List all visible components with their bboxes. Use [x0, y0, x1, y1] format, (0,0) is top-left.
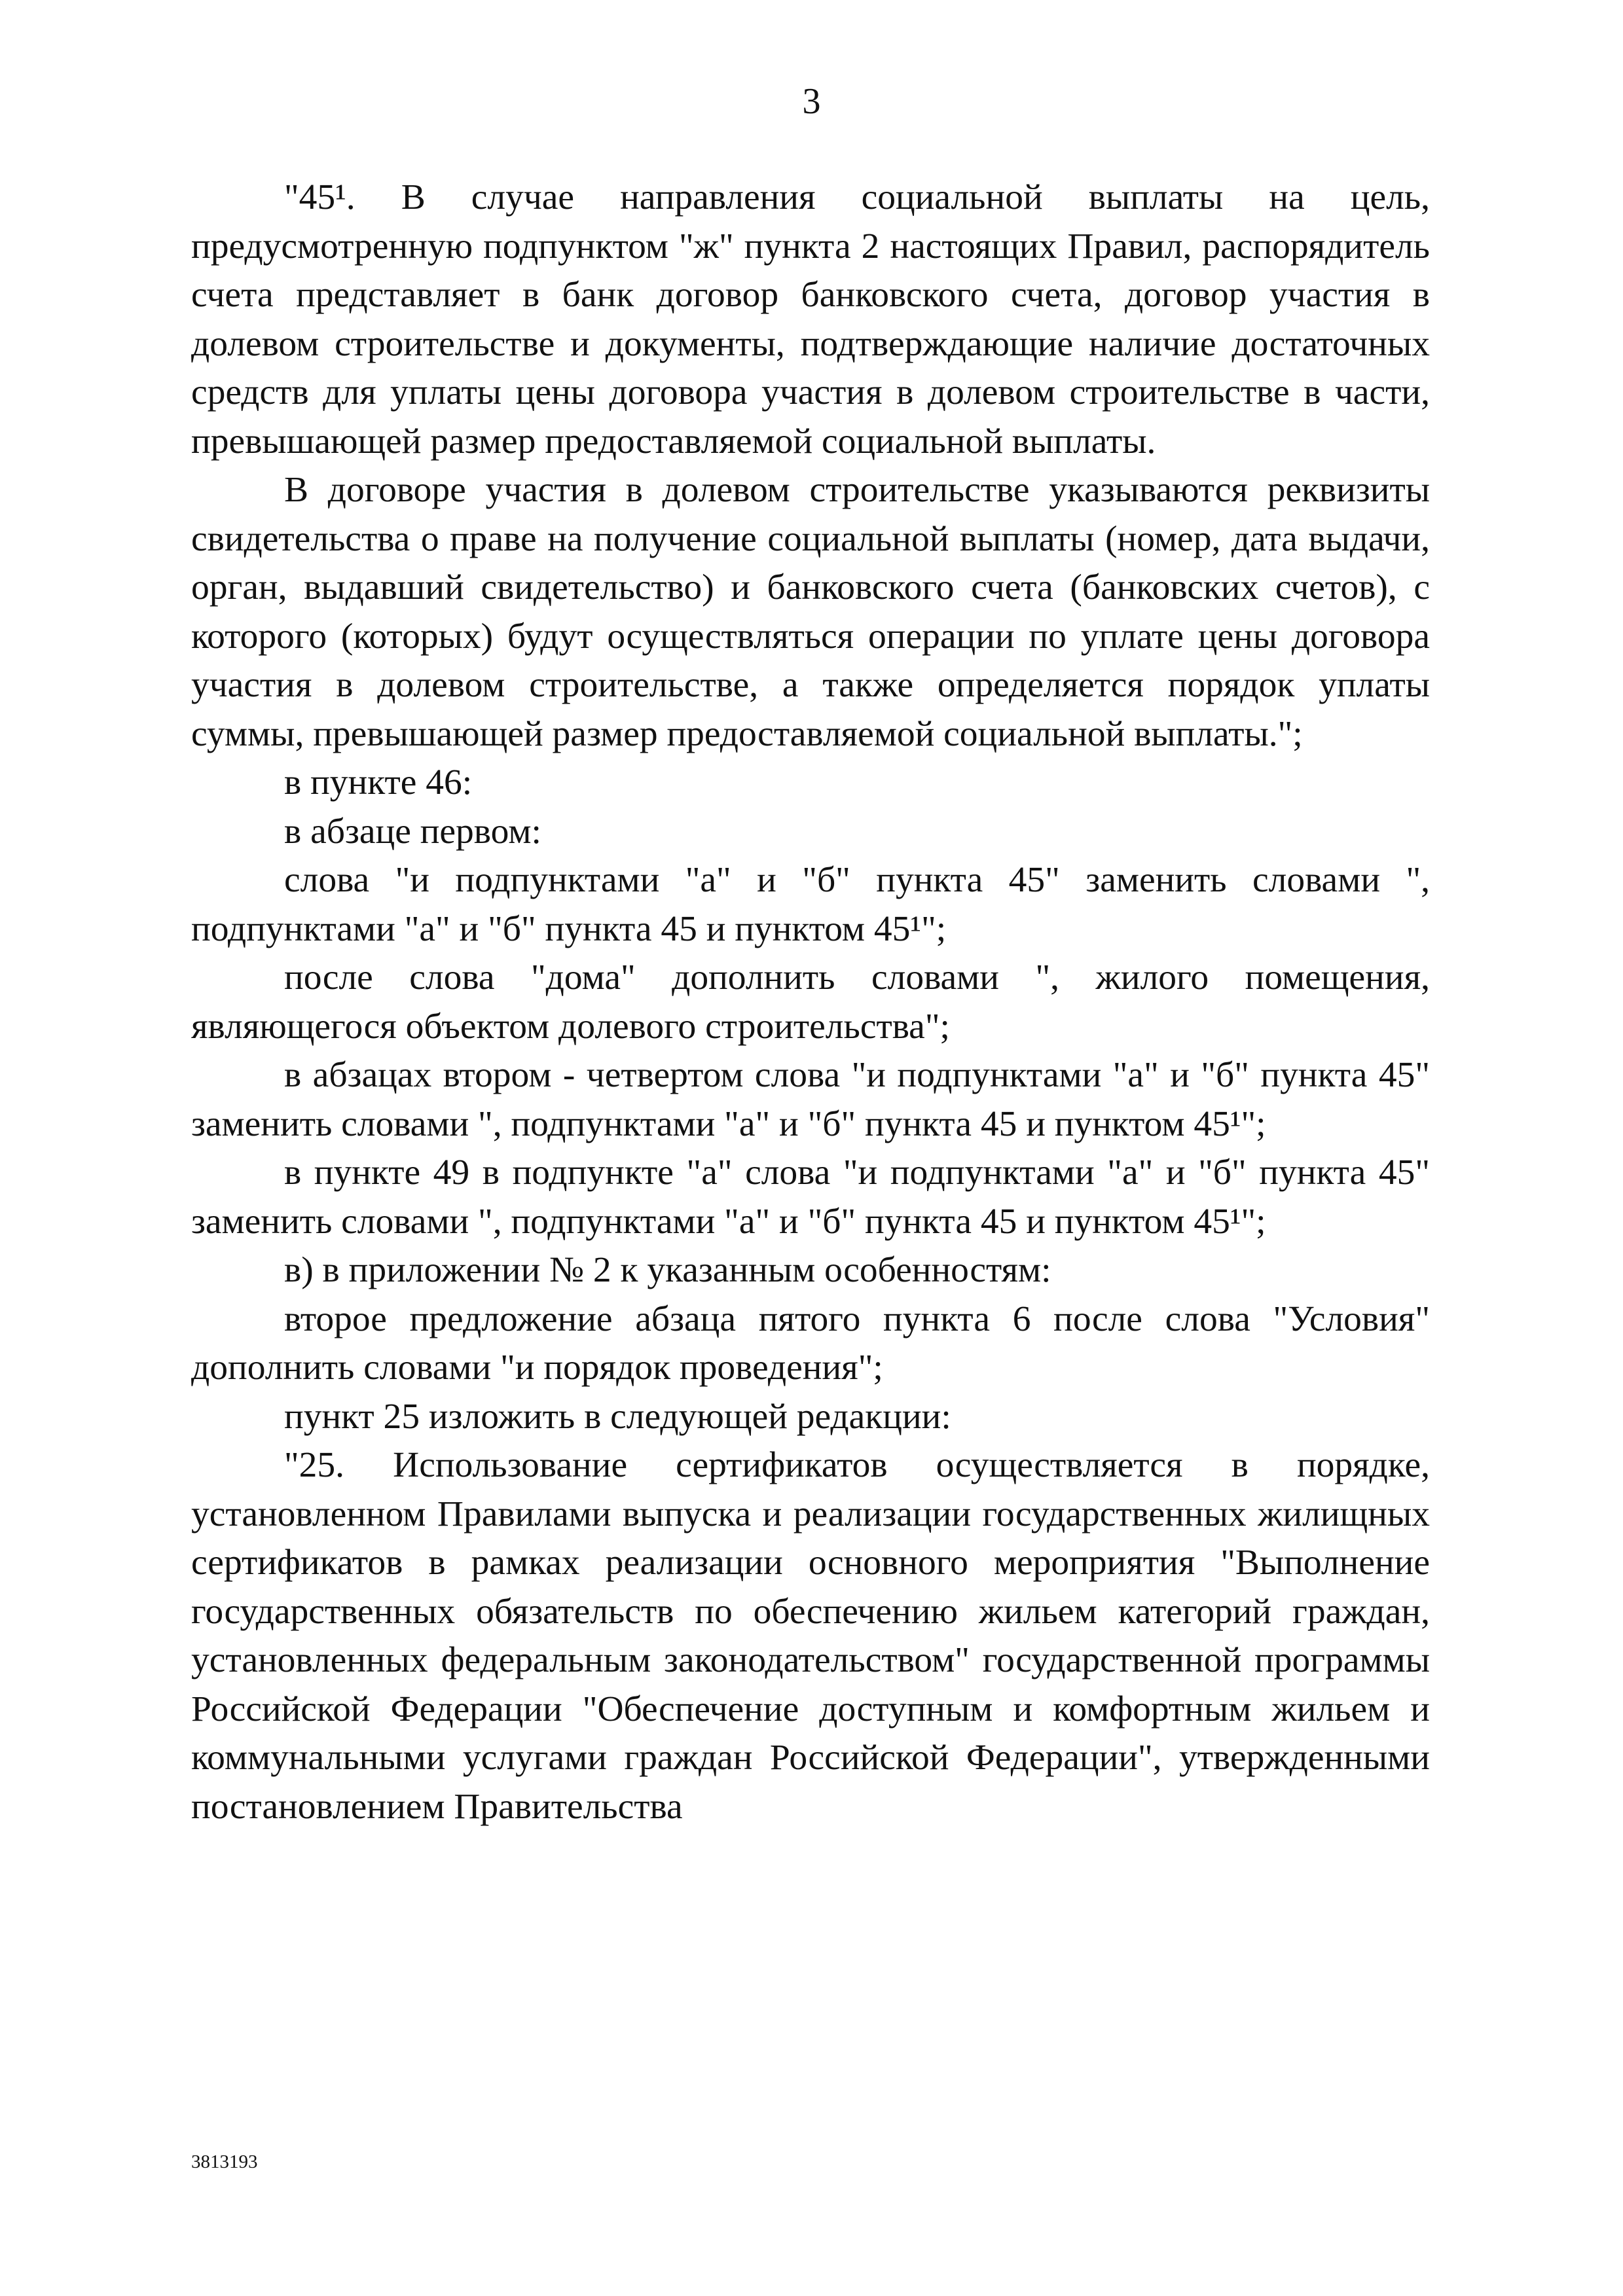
paragraph-abzacs-2-4: в абзацах втором - четвертом слова "и подпунктами "а" и "б" пункта 45" заменить словами ", подпунктами "а" и "б" пункта 45 и пунктом 45¹"; [191, 1055, 1430, 1144]
paragraph-replace-words-1: слова "и подпунктами "а" и "б" пункта 45" заменить словами ", подпунктами "а" и "б" пункта 45 и пунктом 45¹"; [191, 860, 1430, 949]
paragraph-point-25-intro: пункт 25 изложить в следующей редакции: [284, 1396, 951, 1437]
paragraph-appendix-2: в) в приложении № 2 к указанным особенностям: [284, 1250, 1051, 1290]
page-number: 3 [802, 81, 821, 122]
paragraph-point-6: второе предложение абзаца пятого пункта 6 после слова "Условия" дополнить словами "и порядок проведения"; [191, 1299, 1430, 1388]
paragraph-contract-requisites: В договоре участия в долевом строительстве указываются реквизиты свидетельства о праве на получение социальной выплаты (номер, дата выдачи, орган, выдавший свидетельство) и банковского счета (банковских счетов), с которого (которых) будут осуществляться операции по уплате цены договора участия в долевом строительстве, а также определяется порядок уплаты суммы, превышающей размер предоставляемой социальной выплаты."; [191, 470, 1430, 754]
paragraph-after-word-house: после слова "дома" дополнить словами ", жилого помещения, являющегося объектом долевого строительства"; [191, 958, 1430, 1047]
paragraph-45-1: "45¹. В случае направления социальной выплаты на цель, предусмотренную подпунктом "ж" пункта 2 настоящих Правил, распорядитель счета представляет в банк договор банковского счета, договор участия в долевом строительстве и документы, подтверждающие наличие достаточных средств для уплаты цены договора участия в долевом строительстве в части, превышающей размер предоставляемой социальной выплаты. [191, 177, 1430, 461]
paragraph-point-46: в пункте 46: [284, 762, 473, 802]
paragraph-point-25-text: "25. Использование сертификатов осуществляется в порядке, установленном Правилами выпуска и реализации государственных жилищных сертификатов в рамках реализации основного мероприятия "Выполнение государственных обязательств по обеспечению жильем категорий граждан, установленных федеральным законодательством" государственной программы Российской Федерации "Обеспечение доступным и комфортным жильем и коммунальными услугами граждан Российской Федерации", утвержденными постановлением Правительства [191, 1445, 1430, 1827]
paragraph-first-abzac: в абзаце первом: [284, 811, 541, 852]
document-id: 3813193 [191, 2151, 258, 2172]
paragraph-point-49: в пункте 49 в подпункте "а" слова "и подпунктами "а" и "б" пункта 45" заменить словами ", подпунктами "а" и "б" пункта 45 и пунктом 45¹"; [191, 1153, 1430, 1242]
document-body [191, 173, 1430, 1831]
